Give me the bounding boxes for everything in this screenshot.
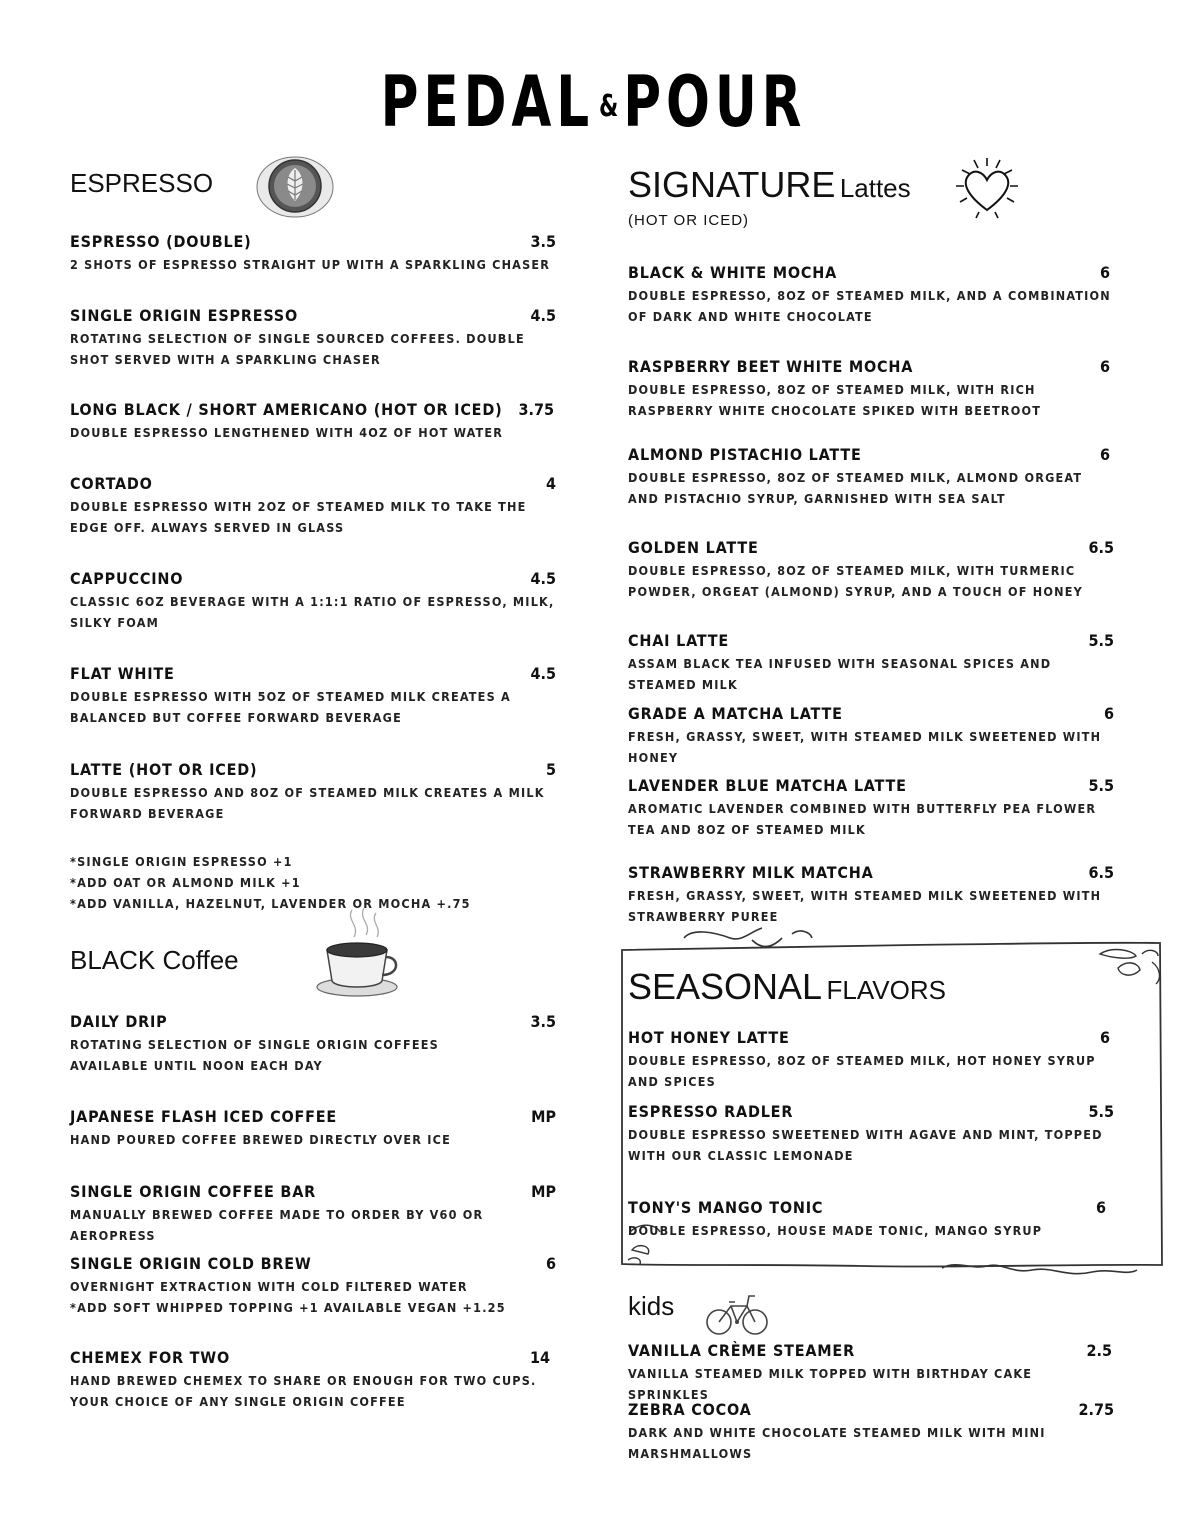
item-price: 4	[545, 474, 556, 493]
menu-item	[70, 1254, 560, 1318]
item-name: BLACK & WHITE MOCHA	[628, 263, 838, 282]
brand-amp: &	[599, 89, 619, 124]
item-description: ROTATING SELECTION OF SINGLE SOURCED COFFEES. DOUBLE SHOT SERVED WITH A SPARKLING CHASER	[70, 331, 525, 367]
item-name: HOT HONEY LATTE	[628, 1028, 790, 1047]
item-name: SINGLE ORIGIN COFFEE BAR	[70, 1182, 317, 1201]
menu-item	[70, 664, 560, 728]
signature-subheading: (HOT OR ICED)	[628, 212, 750, 229]
item-description: DOUBLE ESPRESSO AND 8OZ OF STEAMED MILK CREATES A MILK FORWARD BEVERAGE	[70, 785, 545, 821]
item-price: 6.5	[1088, 863, 1114, 882]
item-price: MP	[531, 1182, 556, 1201]
item-price: 4.5	[530, 569, 556, 588]
item-description: 2 SHOTS OF ESPRESSO STRAIGHT UP WITH A SPARKLING CHASER	[70, 257, 551, 272]
item-price: 5.5	[1088, 631, 1114, 650]
item-name: JAPANESE FLASH ICED COFFEE	[70, 1107, 338, 1126]
espresso-heading: ESPRESSO	[70, 168, 214, 198]
menu-item	[628, 776, 1118, 840]
item-name: CORTADO	[70, 474, 153, 493]
brand-right: POUR	[623, 61, 807, 143]
item-description: DOUBLE ESPRESSO, HOUSE MADE TONIC, MANGO SYRUP	[628, 1223, 1043, 1238]
item-name: GOLDEN LATTE	[628, 538, 759, 557]
item-description: DOUBLE ESPRESSO, 8OZ OF STEAMED MILK, WITH TURMERIC POWDER, ORGEAT (ALMOND) SYRUP, AND A TOUCH OF HONEY	[628, 563, 1083, 599]
item-description: ROTATING SELECTION OF SINGLE ORIGIN COFFEES	[70, 1037, 439, 1052]
kids-heading: kids	[628, 1291, 675, 1321]
addon-line: *SINGLE ORIGIN ESPRESSO +1	[70, 854, 293, 869]
item-price: 6	[1103, 704, 1114, 723]
menu-item	[628, 1198, 1118, 1241]
item-price: 3.5	[530, 1012, 556, 1031]
item-name: ESPRESSO RADLER	[628, 1102, 794, 1121]
item-name: LATTE (HOT OR ICED)	[70, 760, 258, 779]
item-description-2: *ADD SOFT WHIPPED TOPPING +1 AVAILABLE VEGAN +1.25	[70, 1300, 506, 1315]
item-price: 6.5	[1088, 538, 1114, 557]
brand-left: PEDAL	[380, 61, 595, 143]
item-price: 4.5	[530, 664, 556, 683]
item-description: DOUBLE ESPRESSO WITH 2OZ OF STEAMED MILK TO TAKE THE EDGE OFF. ALWAYS SERVED IN GLASS	[70, 499, 527, 535]
item-description: ASSAM BLACK TEA INFUSED WITH SEASONAL SPICES AND STEAMED MILK	[628, 656, 1052, 692]
signature-heading	[628, 164, 911, 206]
signature-heading-b: Lattes	[839, 173, 911, 203]
menu-item	[628, 863, 1118, 927]
item-description: FRESH, GRASSY, SWEET, WITH STEAMED MILK SWEETENED WITH HONEY	[628, 729, 1102, 765]
menu-item	[628, 1400, 1118, 1464]
item-price: 14	[529, 1348, 550, 1367]
item-name: SINGLE ORIGIN COLD BREW	[70, 1254, 312, 1273]
item-price: 2.5	[1086, 1341, 1112, 1360]
item-description: OVERNIGHT EXTRACTION WITH COLD FILTERED WATER	[70, 1279, 468, 1294]
brand-title	[107, 62, 1080, 147]
item-name: DAILY DRIP	[70, 1012, 168, 1031]
item-name: RASPBERRY BEET WHITE MOCHA	[628, 357, 914, 376]
menu-item	[70, 1182, 560, 1246]
menu-item	[628, 357, 1118, 421]
black-coffee-heading	[70, 945, 239, 976]
item-price: 5	[545, 760, 556, 779]
item-name: ALMOND PISTACHIO LATTE	[628, 445, 862, 464]
menu-item	[628, 538, 1118, 602]
item-description: HAND POURED COFFEE BREWED DIRECTLY OVER ICE	[70, 1132, 451, 1147]
item-price: 6	[1099, 1028, 1110, 1047]
item-price: 5.5	[1088, 1102, 1114, 1121]
item-name: LAVENDER BLUE MATCHA LATTE	[628, 776, 907, 795]
item-description: DOUBLE ESPRESSO, 8OZ OF STEAMED MILK, ALMOND ORGEAT AND PISTACHIO SYRUP, GARNISHED WITH SEA SALT	[628, 470, 1083, 506]
item-name: VANILLA CRÈME STEAMER	[628, 1341, 855, 1360]
bicycle-icon	[705, 1290, 769, 1338]
menu-item	[70, 1012, 560, 1076]
item-description: DARK AND WHITE CHOCOLATE STEAMED MILK WITH MINI MARSHMALLOWS	[628, 1425, 1046, 1461]
menu-item	[628, 1028, 1118, 1092]
item-name: CHAI LATTE	[628, 631, 730, 650]
item-price: 2.75	[1078, 1400, 1114, 1419]
item-description: DOUBLE ESPRESSO, 8OZ OF STEAMED MILK, HOT HONEY SYRUP AND SPICES	[628, 1053, 1096, 1089]
menu-item	[628, 445, 1118, 509]
addon-line: *ADD OAT OR ALMOND MILK +1	[70, 875, 301, 890]
item-description: CLASSIC 6OZ BEVERAGE WITH A 1:1:1 RATIO OF ESPRESSO, MILK, SILKY FOAM	[70, 594, 555, 630]
menu-item	[70, 760, 560, 824]
item-description: FRESH, GRASSY, SWEET, WITH STEAMED MILK SWEETENED WITH STRAWBERRY PUREE	[628, 888, 1102, 924]
seasonal-heading-a: SEASONAL	[628, 966, 823, 1007]
item-price: 6	[1099, 357, 1110, 376]
item-description: DOUBLE ESPRESSO, 8OZ OF STEAMED MILK, WITH RICH RASPBERRY WHITE CHOCOLATE SPIKED WITH BEETROOT	[628, 382, 1042, 418]
menu-item	[70, 1348, 560, 1412]
menu-item	[628, 1341, 1118, 1405]
item-name: CHEMEX FOR TWO	[70, 1348, 231, 1367]
item-name: GRADE A MATCHA LATTE	[628, 704, 843, 723]
heart-doodle-icon	[948, 148, 1026, 226]
black-heading-a: BLACK	[70, 945, 156, 975]
menu-item	[70, 474, 560, 538]
item-description: DOUBLE ESPRESSO, 8OZ OF STEAMED MILK, AND A COMBINATION OF DARK AND WHITE CHOCOLATE	[628, 288, 1111, 324]
item-name: ZEBRA COCOA	[628, 1400, 752, 1419]
coffee-cup-icon	[312, 905, 402, 1000]
item-description: DOUBLE ESPRESSO LENGTHENED WITH 4OZ OF HOT WATER	[70, 425, 504, 440]
menu-item	[628, 1102, 1118, 1166]
item-description: MANUALLY BREWED COFFEE MADE TO ORDER BY V60 OR AEROPRESS	[70, 1207, 484, 1243]
item-price: 3.5	[530, 232, 556, 251]
item-description: VANILLA STEAMED MILK TOPPED WITH BIRTHDAY CAKE SPRINKLES	[628, 1366, 1033, 1402]
item-price: 4.5	[530, 306, 556, 325]
menu-item	[628, 263, 1118, 327]
item-description: HAND BREWED CHEMEX TO SHARE OR ENOUGH FOR TWO CUPS. YOUR CHOICE OF ANY SINGLE ORIGIN COFFEE	[70, 1373, 537, 1409]
item-price: 6	[1099, 445, 1110, 464]
menu-item	[70, 232, 560, 275]
item-name: TONY'S MANGO TONIC	[628, 1198, 824, 1217]
menu-item	[70, 1107, 560, 1150]
item-price: MP	[531, 1107, 556, 1126]
item-name: SINGLE ORIGIN ESPRESSO	[70, 306, 299, 325]
item-description: DOUBLE ESPRESSO SWEETENED WITH AGAVE AND MINT, TOPPED WITH OUR CLASSIC LEMONADE	[628, 1127, 1103, 1163]
item-name: ESPRESSO (DOUBLE)	[70, 232, 252, 251]
seasonal-heading	[628, 966, 946, 1008]
item-price: 6	[1095, 1198, 1106, 1217]
item-price: 6	[545, 1254, 556, 1273]
item-name: FLAT WHITE	[70, 664, 175, 683]
item-description: AROMATIC LAVENDER COMBINED WITH BUTTERFLY PEA FLOWER TEA AND 8OZ OF STEAMED MILK	[628, 801, 1097, 837]
menu-item	[628, 631, 1118, 695]
item-name: CAPPUCCINO	[70, 569, 184, 588]
menu-item	[70, 400, 560, 443]
item-price: 3.75	[518, 400, 554, 419]
item-name: STRAWBERRY MILK MATCHA	[628, 863, 874, 882]
item-name: LONG BLACK / SHORT AMERICANO (HOT OR ICED)	[70, 400, 503, 419]
menu-item	[70, 306, 560, 370]
item-description-2: AVAILABLE UNTIL NOON EACH DAY	[70, 1058, 323, 1073]
item-price: 5.5	[1088, 776, 1114, 795]
item-description: DOUBLE ESPRESSO WITH 5OZ OF STEAMED MILK CREATES A BALANCED BUT COFFEE FORWARD BEVERAGE	[70, 689, 511, 725]
black-heading-b: Coffee	[162, 945, 239, 975]
item-price: 6	[1099, 263, 1110, 282]
addon-line: *ADD VANILLA, HAZELNUT, LAVENDER OR MOCHA +.75	[70, 896, 471, 911]
menu-item	[628, 704, 1118, 768]
latte-art-cup-icon	[255, 153, 337, 219]
signature-heading-a: SIGNATURE	[628, 164, 836, 205]
seasonal-heading-b: FLAVORS	[826, 975, 946, 1005]
menu-item	[70, 569, 560, 633]
